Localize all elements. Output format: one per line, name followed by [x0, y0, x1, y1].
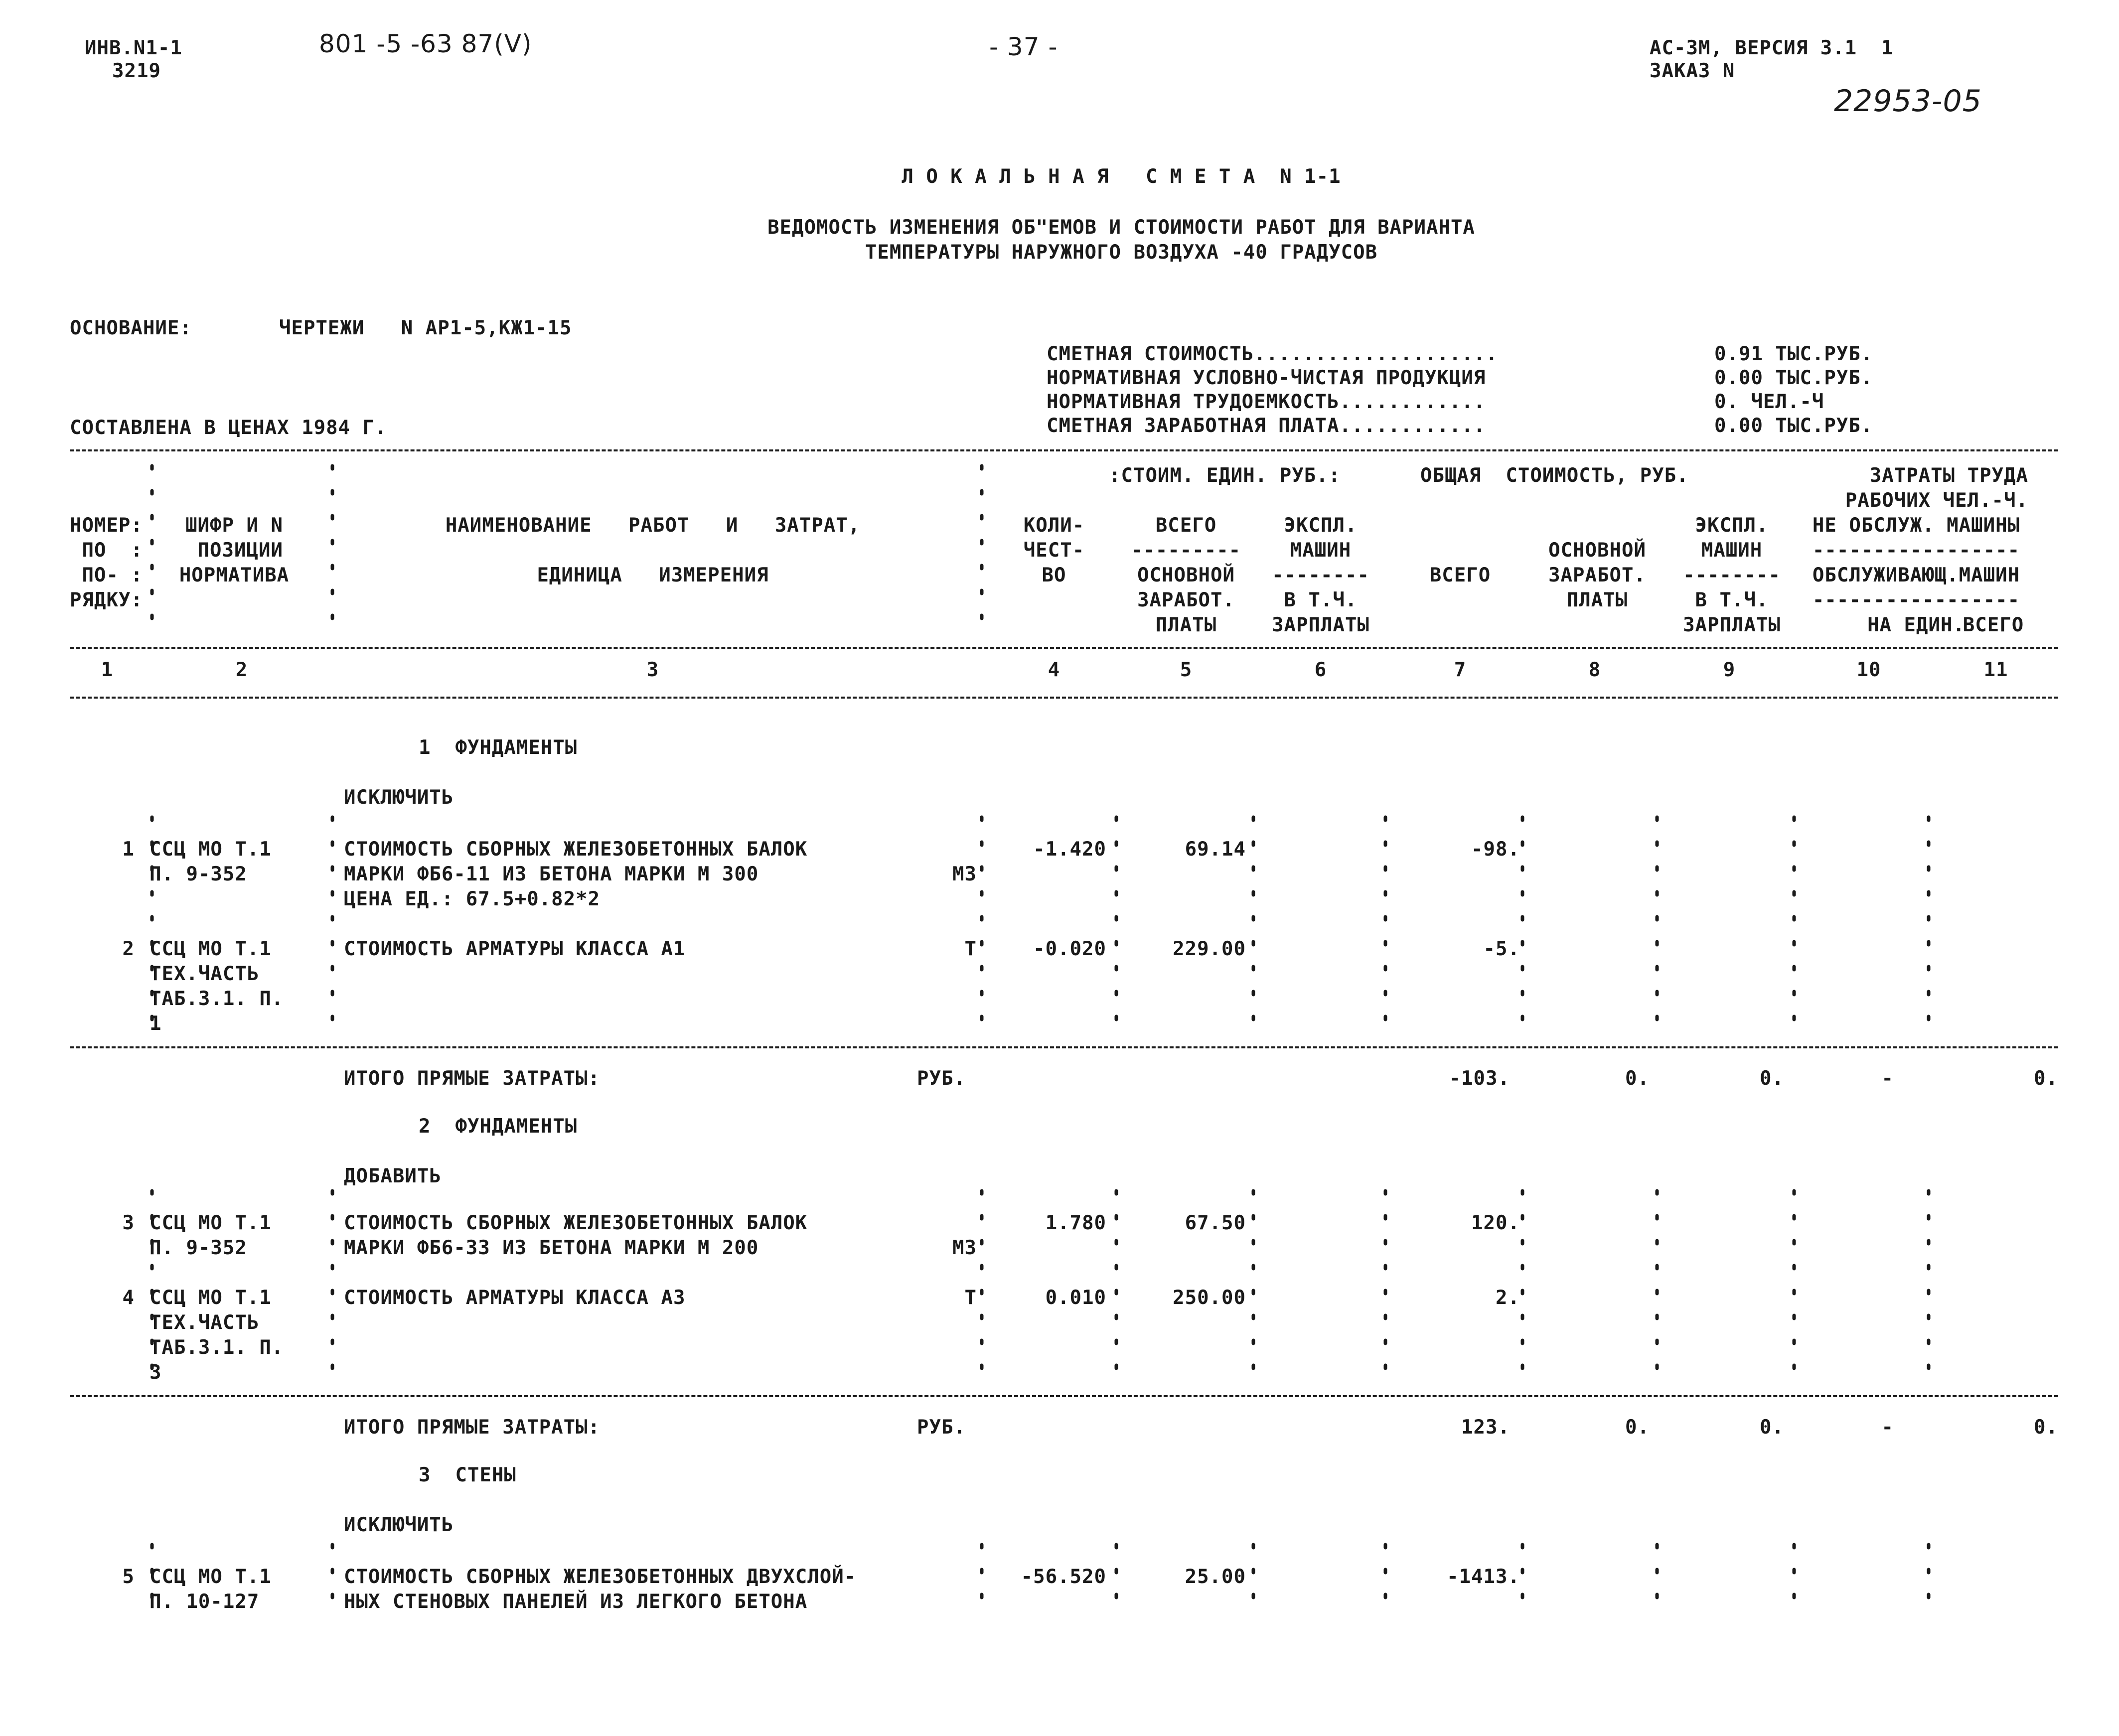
subtotal-currency: РУБ. [917, 1416, 966, 1439]
summary-value-cost: 0.91 ТЫС.РУБ. [1714, 343, 1873, 365]
quantity: -1.420 [1033, 838, 1106, 861]
section-title: 1 ФУНДАМЕНТЫ [419, 736, 578, 759]
unit-price: 25.00 [1185, 1566, 1246, 1588]
norm-code: ТЕХ.ЧАСТЬ [150, 1311, 260, 1334]
quantity: -0.020 [1033, 938, 1106, 960]
subtotal-label: ИТОГО ПРЯМЫЕ ЗАТРАТЫ: [344, 1416, 601, 1439]
col-number-10: 10 [1856, 659, 1881, 681]
row-number: 1 [122, 838, 135, 861]
section-action: ИСКЛЮЧИТЬ [344, 786, 454, 809]
col-number-11: 11 [1983, 659, 2008, 681]
col-number-2: 2 [235, 659, 248, 681]
total-cost: -5. [1483, 938, 1520, 960]
work-name: СТОИМОСТЬ АРМАТУРЫ КЛАССА А1 [344, 938, 686, 960]
norm-code: ССЦ МО Т.1 [150, 838, 272, 861]
inventory-number: 3219 [112, 60, 161, 82]
total-cost: 2. [1496, 1287, 1520, 1309]
col-head-unit: ЕДИНИЦА ИЗМЕРЕНИЯ [537, 564, 769, 586]
page-number: - 37 - [989, 32, 1058, 61]
norm-code: ССЦ МО Т.1 [150, 1566, 272, 1588]
subtotal-wages: 0. [1625, 1067, 1650, 1090]
col-head-machines: ЭКСПЛ. МАШИН -------- В Т.Ч. ЗАРПЛАТЫ [1683, 514, 1781, 636]
quantity: -56.520 [1021, 1566, 1106, 1588]
summary-label-product: НОРМАТИВНАЯ УСЛОВНО-ЧИСТАЯ ПРОДУКЦИЯ [1047, 367, 1486, 389]
col-head-total: ВСЕГО [1429, 564, 1491, 586]
norm-code: ССЦ МО Т.1 [150, 938, 272, 960]
subtotal-machines: 0. [1760, 1416, 1784, 1439]
row-number: 4 [122, 1287, 135, 1309]
estimate-subtitle-1: ВЕДОМОСТЬ ИЗМЕНЕНИЯ ОБ"ЕМОВ И СТОИМОСТИ РАБОТ ДЛЯ ВАРИАНТА [767, 216, 1475, 239]
work-name: СТОИМОСТЬ АРМАТУРЫ КЛАССА А3 [344, 1287, 686, 1309]
unit-price: 67.50 [1185, 1212, 1246, 1234]
section-action: ИСКЛЮЧИТЬ [344, 1514, 454, 1536]
norm-code: П. 9-352 [150, 863, 247, 885]
order-number: 22953-05 [1834, 84, 1982, 119]
unit: Т [964, 1287, 977, 1309]
subtotal-labor-unit: - [1881, 1067, 1894, 1090]
summary-value-labor: 0. ЧЕЛ.-Ч [1714, 391, 1824, 413]
col-number-4: 4 [1048, 659, 1060, 681]
col-head-total-cost: ОБЩАЯ СТОИМОСТЬ, РУБ. [1420, 464, 1689, 487]
summary-label-labor: НОРМАТИВНАЯ ТРУДОЕМКОСТЬ............ [1047, 391, 1486, 413]
work-name: СТОИМОСТЬ СБОРНЫХ ЖЕЛЕЗОБЕТОННЫХ БАЛОК [344, 838, 808, 861]
subtotal-total: -103. [1449, 1067, 1510, 1090]
work-name: НЫХ СТЕНОВЫХ ПАНЕЛЕЙ ИЗ ЛЕГКОГО БЕТОНА [344, 1591, 808, 1613]
col-head-wages: ОСНОВНОЙ ЗАРАБОТ. ПЛАТЫ [1548, 539, 1646, 611]
col-number-5: 5 [1180, 659, 1193, 681]
norm-code: ТАБ.3.1. П. [150, 988, 284, 1010]
inventory-label: ИНВ.N1-1 [85, 37, 182, 59]
col-head-row-number: НОМЕР: ПО : ПО- : РЯДКУ: [70, 514, 143, 611]
norm-code: ТЕХ.ЧАСТЬ [150, 963, 260, 985]
basis-label: ОСНОВАНИЕ: [70, 317, 192, 339]
col-number-6: 6 [1314, 659, 1327, 681]
subtotal-machines: 0. [1760, 1067, 1784, 1090]
work-name: ЦЕНА ЕД.: 67.5+0.82*2 [344, 888, 601, 910]
col-number-3: 3 [646, 659, 659, 681]
unit: М3 [952, 1237, 977, 1259]
norm-code: 1 [150, 1013, 162, 1035]
summary-label-wages: СМЕТНАЯ ЗАРАБОТНАЯ ПЛАТА............ [1047, 415, 1486, 437]
norm-code: 3 [150, 1361, 162, 1384]
unit: Т [964, 938, 977, 960]
summary-value-wages: 0.00 ТЫС.РУБ. [1714, 415, 1873, 437]
section-title: 2 ФУНДАМЕНТЫ [419, 1115, 578, 1138]
order-label: ЗАКАЗ N [1650, 60, 1735, 82]
col-head-labor-detail: НЕ ОБСЛУЖ. МАШИНЫ ----------------- ОБСЛУЖИВАЮЩ.МАШИН ----------------- НА ЕДИН. [1812, 514, 2020, 636]
section-action: ДОБАВИТЬ [344, 1165, 442, 1187]
col-head-quantity: КОЛИ- ЧЕСТ- ВО [1023, 514, 1085, 586]
quantity: 1.780 [1045, 1212, 1106, 1234]
col-head-labor-total: ВСЕГО [1963, 614, 2024, 636]
norm-code: ССЦ МО Т.1 [150, 1287, 272, 1309]
subtotal-labor-total: 0. [2034, 1416, 2058, 1439]
unit: М3 [952, 863, 977, 885]
subtotal-label: ИТОГО ПРЯМЫЕ ЗАТРАТЫ: [344, 1067, 601, 1090]
subtotal-total: 123. [1461, 1416, 1510, 1439]
work-name: МАРКИ ФБ6-33 ИЗ БЕТОНА МАРКИ М 200 [344, 1237, 759, 1259]
subtotal-currency: РУБ. [917, 1067, 966, 1090]
row-number: 3 [122, 1212, 135, 1234]
unit-price: 250.00 [1173, 1287, 1246, 1309]
col-head-unit-total: ВСЕГО --------- ОСНОВНОЙ ЗАРАБОТ. ПЛАТЫ [1131, 514, 1241, 636]
unit-price: 229.00 [1173, 938, 1246, 960]
work-name: СТОИМОСТЬ СБОРНЫХ ЖЕЛЕЗОБЕТОННЫХ ДВУХСЛОЙ- [344, 1566, 857, 1588]
work-name: МАРКИ ФБ6-11 ИЗ БЕТОНА МАРКИ М 300 [344, 863, 759, 885]
col-head-code: ШИФР И N ПОЗИЦИИ НОРМАТИВА [179, 514, 290, 586]
price-level: СОСТАВЛЕНА В ЦЕНАХ 1984 Г. [70, 417, 387, 439]
row-number: 5 [122, 1566, 135, 1588]
col-number-1: 1 [101, 659, 114, 681]
row-number: 2 [122, 938, 135, 960]
total-cost: -98. [1471, 838, 1520, 861]
estimate-title: Л О К А Л Ь Н А Я С М Е Т А N 1-1 [902, 165, 1341, 188]
quantity: 0.010 [1045, 1287, 1106, 1309]
col-head-name: НАИМЕНОВАНИЕ РАБОТ И ЗАТРАТ, [445, 514, 861, 537]
subtotal-labor-unit: - [1881, 1416, 1894, 1439]
work-name: СТОИМОСТЬ СБОРНЫХ ЖЕЛЕЗОБЕТОННЫХ БАЛОК [344, 1212, 808, 1234]
col-head-unit-machines: ЭКСПЛ. МАШИН -------- В Т.Ч. ЗАРПЛАТЫ [1272, 514, 1369, 636]
total-cost: -1413. [1447, 1566, 1520, 1588]
norm-code: П. 9-352 [150, 1237, 247, 1259]
col-number-9: 9 [1723, 659, 1736, 681]
basis-value: ЧЕРТЕЖИ N АР1-5,КЖ1-15 [279, 317, 572, 339]
col-number-7: 7 [1454, 659, 1467, 681]
norm-code: ТАБ.3.1. П. [150, 1336, 284, 1359]
norm-code: ССЦ МО Т.1 [150, 1212, 272, 1234]
document-code: 801 -5 -63 87(V) [319, 29, 532, 58]
col-head-unit-cost: :СТОИМ. ЕДИН. РУБ.: [1109, 464, 1341, 487]
software-version: АС-3М, ВЕРСИЯ 3.1 1 [1650, 37, 1894, 59]
summary-label-cost: СМЕТНАЯ СТОИМОСТЬ.................... [1047, 343, 1498, 365]
col-head-labor: ЗАТРАТЫ ТРУДА РАБОЧИХ ЧЕЛ.-Ч. [1845, 464, 2028, 512]
section-title: 3 СТЕНЫ [419, 1464, 516, 1486]
col-number-8: 8 [1588, 659, 1601, 681]
subtotal-wages: 0. [1625, 1416, 1650, 1439]
subtotal-labor-total: 0. [2034, 1067, 2058, 1090]
norm-code: П. 10-127 [150, 1591, 260, 1613]
estimate-subtitle-2: ТЕМПЕРАТУРЫ НАРУЖНОГО ВОЗДУХА -40 ГРАДУСОВ [865, 241, 1378, 264]
summary-value-product: 0.00 ТЫС.РУБ. [1714, 367, 1873, 389]
unit-price: 69.14 [1185, 838, 1246, 861]
total-cost: 120. [1471, 1212, 1520, 1234]
